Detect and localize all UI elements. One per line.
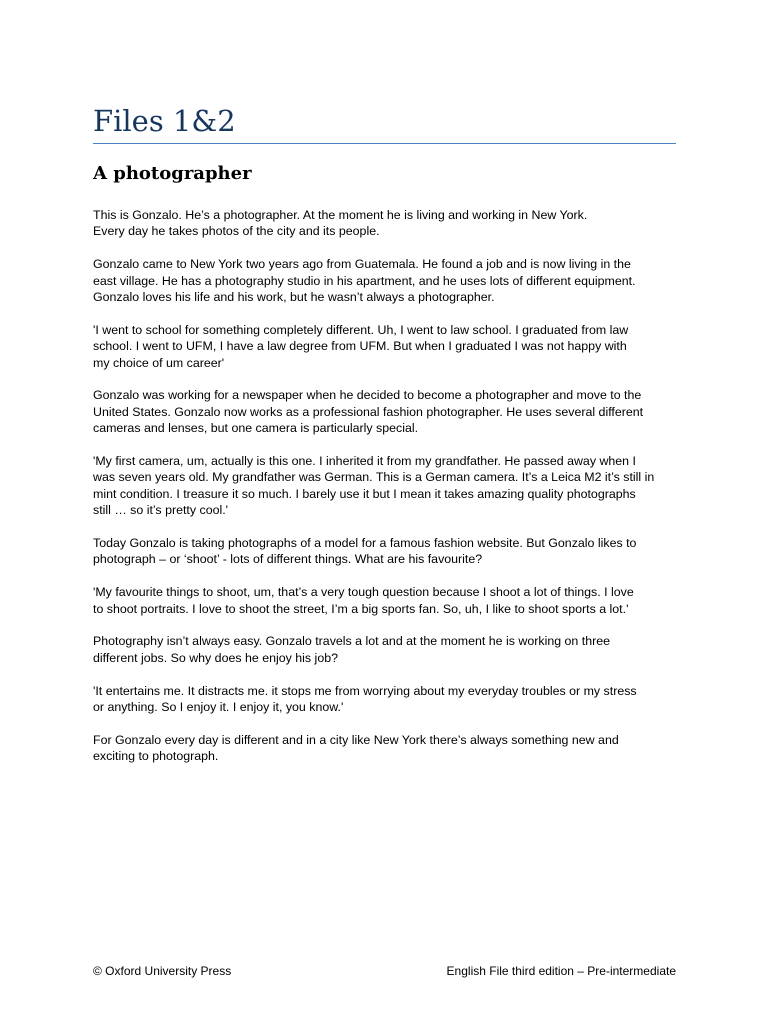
paragraph-line: east village. He has a photography studio in his apartment, and he uses lots of different equipment. — [93, 273, 636, 288]
paragraph-line: Gonzalo loves his life and his work, but he wasn’t always a photographer. — [93, 290, 495, 305]
paragraph-line: Gonzalo was working for a newspaper when he decided to become a photographer and move to the — [93, 388, 642, 403]
paragraph — [93, 683, 676, 716]
article-body — [93, 207, 676, 781]
paragraph-line: still … so it’s pretty cool.' — [93, 503, 229, 518]
document-page — [93, 0, 676, 1024]
paragraph-line: 'My first camera, um, actually is this one. I inherited it from my grandfather. He passed away when I — [93, 454, 636, 469]
paragraph-line: United States. Gonzalo now works as a professional fashion photographer. He uses several different — [93, 404, 644, 419]
paragraph-line: Photography isn’t always easy. Gonzalo travels a lot and at the moment he is working on three — [93, 634, 611, 649]
paragraph — [93, 732, 676, 765]
footer-edition: English File third edition – Pre-intermediate — [446, 964, 676, 978]
paragraph-line: mint condition. I treasure it so much. I barely use it but I mean it takes amazing quality photographs — [93, 486, 636, 501]
paragraph-line: different jobs. So why does he enjoy his job? — [93, 650, 338, 665]
paragraph-line: 'It entertains me. It distracts me. it stops me from worrying about my everyday troubles or my stress — [93, 683, 637, 698]
section-heading: A photographer — [93, 163, 252, 184]
paragraph-line: Every day he takes photos of the city and its people. — [93, 224, 380, 239]
paragraph-line: 'I went to school for something completely different. Uh, I went to law school. I graduated from law — [93, 322, 629, 337]
paragraph-line: to shoot portraits. I love to shoot the street, I’m a big sports fan. So, uh, I like to shoot sports a lot.' — [93, 601, 629, 616]
paragraph — [93, 322, 676, 371]
paragraph — [93, 387, 676, 436]
paragraph — [93, 256, 676, 305]
paragraph-line: For Gonzalo every day is different and in a city like New York there’s always something new and — [93, 732, 619, 747]
paragraph-line: cameras and lenses, but one camera is particularly special. — [93, 421, 419, 436]
paragraph-line: This is Gonzalo. He’s a photographer. At the moment he is living and working in New York. — [93, 208, 588, 222]
paragraph — [93, 633, 676, 666]
footer-copyright: © Oxford University Press — [93, 964, 232, 978]
paragraph-line: school. I went to UFM, I have a law degree from UFM. But when I graduated I was not happy with — [93, 339, 627, 354]
paragraph-line: Gonzalo came to New York two years ago from Guatemala. He found a job and is now living in the — [93, 257, 631, 272]
paragraph — [93, 584, 676, 617]
paragraph-line: my choice of um career' — [93, 355, 225, 370]
paragraph-line: exciting to photograph. — [93, 749, 219, 764]
page-title: Files 1&2 — [93, 104, 236, 138]
paragraph-line: or anything. So I enjoy it. I enjoy it, you know.' — [93, 700, 344, 715]
title-divider — [93, 143, 676, 144]
paragraph-line: Today Gonzalo is taking photographs of a model for a famous fashion website. But Gonzalo likes to — [93, 536, 637, 551]
paragraph-line: was seven years old. My grandfather was German. This is a German camera. It’s a Leica M2 it’s still in — [93, 470, 655, 485]
paragraph — [93, 453, 676, 519]
paragraph — [93, 207, 676, 240]
paragraph-line: photograph – or ‘shoot’ - lots of different things. What are his favourite? — [93, 552, 483, 567]
paragraph — [93, 535, 676, 568]
paragraph-line: 'My favourite things to shoot, um, that’s a very tough question because I shoot a lot of things. I love — [93, 585, 634, 600]
